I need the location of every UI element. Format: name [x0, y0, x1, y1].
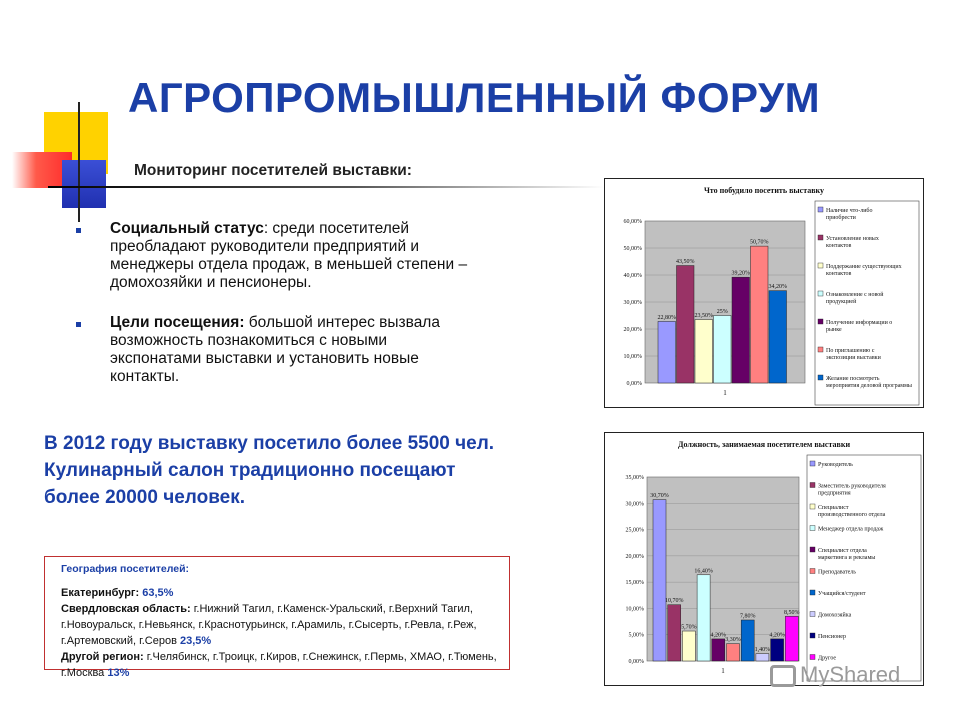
y-tick-label: 0,00% — [626, 381, 642, 387]
bar — [727, 644, 740, 661]
data-label: 7,80% — [739, 613, 756, 620]
y-tick-label: 30,00% — [623, 300, 642, 306]
bar — [658, 321, 676, 383]
bullet-visit-goals — [110, 314, 470, 386]
data-label: 22,80% — [657, 314, 676, 321]
y-tick-label: 30,00% — [625, 501, 644, 508]
bar — [714, 316, 732, 384]
x-tick-label: 1 — [721, 667, 725, 675]
watermark — [770, 662, 900, 688]
page-title: АГРОПРОМЫШЛЕННЫЙ ФОРУМ — [128, 74, 821, 121]
chart-visit-reasons-svg — [605, 179, 923, 407]
legend-swatch — [818, 375, 823, 380]
geo-ekaterinburg — [61, 585, 501, 601]
legend-swatch — [810, 461, 815, 466]
title-divider — [48, 186, 604, 188]
y-tick-label: 20,00% — [625, 553, 644, 560]
decor-vertical-line — [78, 102, 80, 222]
legend-label: Другое — [818, 655, 837, 662]
bullet-icon — [76, 322, 84, 330]
y-tick-label: 40,00% — [623, 273, 642, 279]
data-label: 10,70% — [664, 598, 684, 605]
y-tick-label: 25,00% — [625, 527, 644, 534]
bullet-visit-goals-heading: Цели посещения: — [110, 314, 245, 331]
legend-swatch — [810, 612, 815, 617]
legend-swatch — [810, 633, 815, 638]
geography-box — [44, 556, 510, 679]
data-label: 4,20% — [710, 632, 727, 639]
data-label: 23,50% — [694, 313, 713, 320]
bar — [682, 631, 695, 661]
legend-label: Заместитель руководителя предприятия — [818, 483, 886, 497]
bar — [756, 654, 769, 661]
bar — [751, 246, 769, 383]
legend-label: Учащийся/студент — [818, 591, 866, 597]
visitors-summary-line2: Кулинарный салон традиционно посещают — [44, 460, 456, 481]
watermark-text: MyShared — [800, 662, 901, 687]
geo-other-pct: 13% — [107, 667, 130, 679]
bullet-social-status — [110, 220, 470, 292]
legend-label: Желание посмотреть мероприятия деловой программы — [826, 376, 912, 389]
decor-blue-square — [62, 160, 106, 208]
y-tick-label: 60,00% — [623, 219, 642, 225]
bullet-icon — [76, 228, 84, 236]
legend-swatch — [810, 655, 815, 660]
y-tick-label: 50,00% — [623, 246, 642, 252]
data-label: 43,50% — [676, 259, 695, 266]
geography-title: География посетителей: — [61, 563, 190, 575]
legend-label: Специалист производственного отдела — [818, 505, 886, 518]
legend-swatch — [818, 235, 823, 240]
legend-swatch — [818, 319, 823, 324]
legend-swatch — [818, 263, 823, 268]
legend-swatch — [818, 207, 823, 212]
geo-ekb-label: Екатеринбург: — [61, 587, 140, 599]
legend-swatch — [810, 590, 815, 595]
geo-other-text: г.Челябинск, г.Троицк, г.Киров, г.Снежинск, г.Пермь, ХМАО, г.Тюмень, г.Москва — [61, 651, 497, 679]
bar — [732, 277, 750, 383]
data-label: 1,40% — [754, 647, 771, 654]
y-tick-label: 10,00% — [623, 354, 642, 360]
legend-label: Наличие что-либо приобрести — [826, 208, 873, 221]
geo-sverdlovsk — [61, 601, 501, 649]
data-label: 8,50% — [784, 609, 800, 616]
chart-title: Должность, занимаемая посетителем выставки — [677, 440, 851, 449]
bullet-social-status-text: : среди посетителей преобладают руководители предприятий и менеджеры отдела продаж, в меньшей степени – домохозяйки и пенсионеры. — [110, 220, 468, 291]
geo-sverd-pct: 23,5% — [180, 635, 212, 647]
bar — [695, 320, 713, 383]
legend-label: Поддержание существующих контактов — [826, 264, 902, 277]
bar — [771, 639, 784, 661]
y-tick-label: 35,00% — [625, 475, 644, 481]
visitors-summary-line3: более 20000 человек. — [44, 487, 246, 508]
bar — [677, 266, 695, 383]
data-label: 16,40% — [694, 568, 713, 575]
geo-ekb-pct: 63,5% — [142, 587, 174, 599]
chart-visitor-position-svg — [605, 433, 923, 685]
watermark-logo-icon — [770, 665, 796, 687]
page-subtitle: Мониторинг посетителей выставки: — [134, 162, 412, 179]
legend-label: Установление новых контактов — [826, 236, 879, 249]
data-label: 5,70% — [681, 624, 697, 631]
geo-other-label: Другой регион: — [61, 651, 144, 663]
data-label: 50,70% — [750, 239, 769, 246]
legend-swatch — [818, 347, 823, 352]
y-tick-label: 0,00% — [628, 659, 644, 665]
y-tick-label: 5,00% — [628, 632, 644, 639]
data-label: 4,20% — [769, 632, 785, 639]
bar — [697, 575, 710, 661]
y-tick-label: 20,00% — [623, 327, 642, 333]
bar — [653, 500, 666, 661]
legend-swatch — [810, 547, 815, 552]
legend-swatch — [810, 504, 815, 509]
chart-visit-reasons — [604, 178, 924, 408]
legend-label: Пенсионер — [818, 634, 846, 640]
bar — [741, 620, 754, 661]
bullet-visit-goals-text: большой интерес вызвала возможность познакомиться с новыми экспонатами выставки и установить новые контакты. — [110, 314, 440, 385]
chart-visitor-position — [604, 432, 924, 686]
y-tick-label: 15,00% — [625, 580, 644, 587]
data-label: 34,20% — [768, 284, 787, 291]
data-label: 3,30% — [725, 637, 741, 644]
bar — [712, 639, 725, 661]
legend-label: Ознакомление с новой продукцией — [826, 292, 884, 305]
x-tick-label: 1 — [723, 389, 727, 397]
legend-swatch — [810, 569, 815, 574]
chart-title: Что побудило посетить выставку — [703, 186, 825, 195]
legend-label: Преподаватель — [818, 569, 857, 576]
y-tick-label: 10,00% — [625, 606, 644, 613]
legend-swatch — [810, 526, 815, 531]
legend-swatch — [818, 291, 823, 296]
legend-swatch — [810, 483, 815, 488]
legend-label: Домохозяйка — [818, 612, 852, 619]
geo-other — [61, 649, 501, 681]
geo-sverd-label: Свердловская область: — [61, 603, 191, 615]
visitors-summary-line1: В 2012 году выставку посетило более 5500 чел. — [44, 433, 495, 454]
data-label: 25% — [716, 309, 728, 315]
bullet-social-status-heading: Социальный статус — [110, 220, 264, 237]
bar — [769, 291, 787, 383]
legend-label: Менеджер отдела продаж — [818, 526, 884, 533]
bar — [785, 616, 798, 661]
visitors-summary — [44, 430, 494, 511]
legend-label: Получение информации о рынке — [826, 320, 893, 333]
data-label: 30,70% — [650, 493, 669, 500]
bar — [668, 605, 681, 661]
legend-label: Руководитель — [818, 462, 853, 468]
legend-label: Специалист отдела маркетинга и рекламы — [818, 548, 876, 561]
geo-sverd-text: г.Нижний Тагил, г.Каменск-Уральский, г.Верхний Тагил, г.Новоуральск, г.Невьянск, г.Краснотурьинск, г.Арамиль, г.Сысерть, г.Ревла, г.Реж, г.Артемовский, г.Серов — [61, 603, 477, 647]
legend-label: По приглашению с экспозиции выставки — [826, 348, 881, 361]
data-label: 39,20% — [731, 270, 750, 277]
